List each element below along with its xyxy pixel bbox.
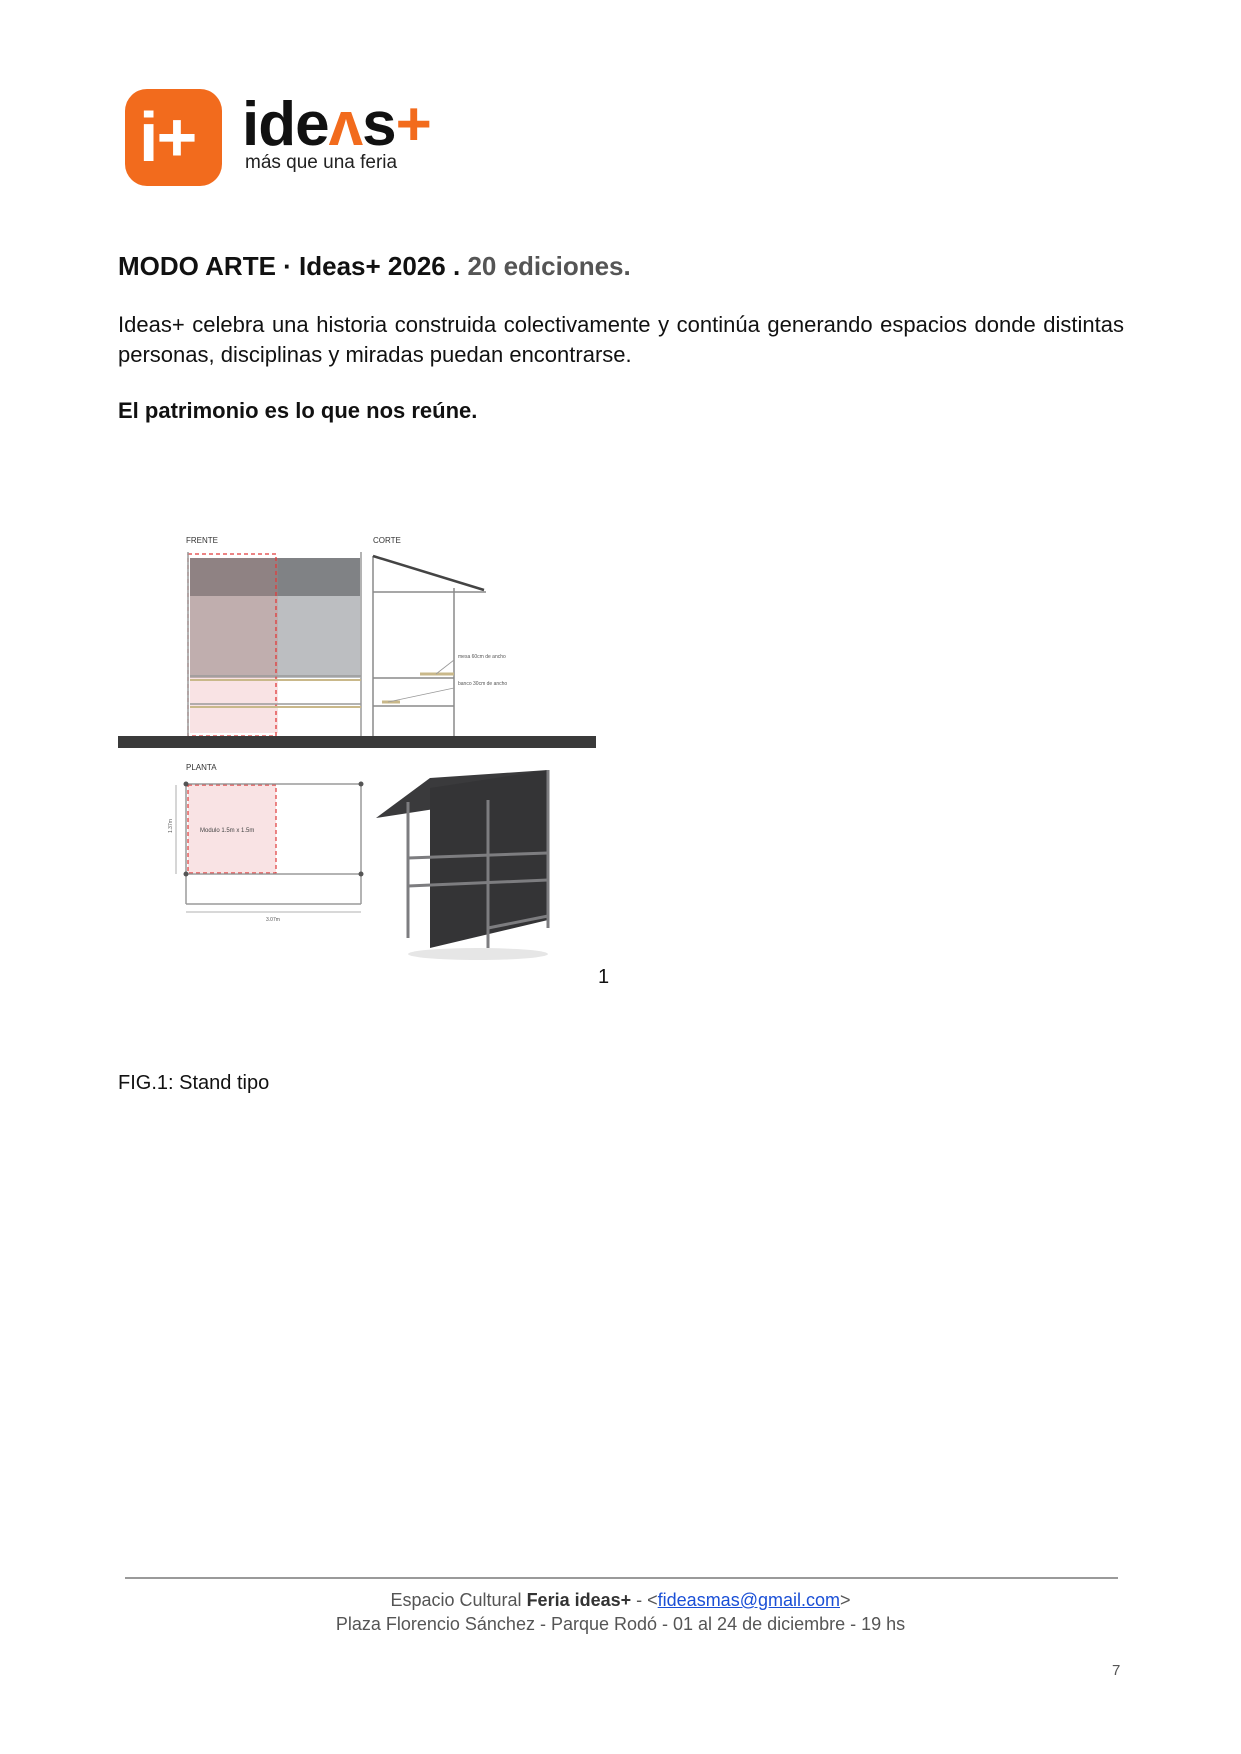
module-label: Modulo 1.5m x 1.5m	[200, 828, 255, 834]
logo-badge-text: i+	[139, 98, 196, 176]
page-number: 7	[1112, 1662, 1121, 1679]
title-bold: MODO ARTE · Ideas+ 2026 .	[118, 251, 468, 281]
dim-height: 1.37m	[168, 819, 174, 833]
footer-mid: - <	[631, 1590, 658, 1610]
stand-render	[376, 770, 548, 960]
logo-word-plus: +	[395, 90, 431, 159]
footer-post: >	[840, 1590, 851, 1610]
footer-divider	[125, 1577, 1118, 1579]
figure-caption: FIG.1: Stand tipo	[118, 1072, 270, 1094]
logo-tagline: más que una feria	[245, 152, 398, 173]
label-frente: FRENTE	[186, 536, 218, 545]
footer-line-2: Plaza Florencio Sánchez - Parque Rodó - 01 al 24 de diciembre - 19 hs	[335, 1614, 906, 1634]
intro-paragraph: Ideas+ celebra una historia construida colectivamente y continúa generando espacios donde distintas personas, disciplinas y miradas puedan encontrarse.	[118, 312, 1124, 367]
page-title	[118, 251, 631, 282]
stand-figure	[118, 508, 596, 980]
dim-width: 3.07m	[266, 917, 280, 923]
label-corte: CORTE	[373, 536, 401, 545]
logo-word-s: s	[362, 90, 396, 159]
footer-line-1	[0, 1590, 1241, 1611]
title-grey: 20 ediciones.	[467, 251, 631, 281]
label-planta: PLANTA	[186, 763, 217, 772]
footer-brand: Feria ideas+	[526, 1590, 632, 1610]
note-mesa: mesa 60cm de ancho	[458, 654, 506, 660]
logo-word-accent: ʌ	[328, 90, 363, 159]
note-banco: banco 30cm de ancho	[458, 681, 508, 687]
logo-wordmark	[242, 90, 431, 160]
footer-email-link[interactable]: fideasmas@gmail.com	[657, 1590, 840, 1610]
emphasis-line: El patrimonio es lo que nos reúne.	[118, 398, 478, 423]
figure-number: 1	[598, 966, 610, 988]
footer-pre: Espacio Cultural	[390, 1590, 527, 1610]
logo-word-main: ide	[242, 90, 329, 159]
logo-badge	[125, 89, 222, 186]
